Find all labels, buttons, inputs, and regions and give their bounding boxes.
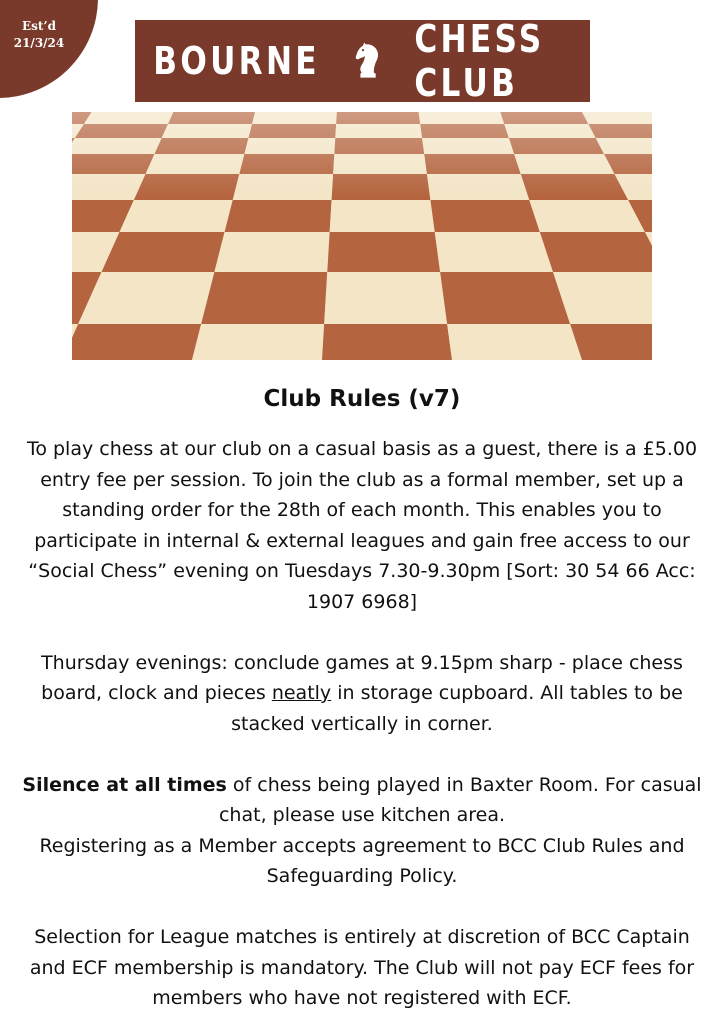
established-badge [0, 0, 98, 98]
chessboard-photo [72, 112, 652, 360]
silence-emphasis: Silence at all times [22, 773, 227, 796]
rules-paragraph-silence [20, 770, 704, 831]
thursday-text-start: Thursday evenings: conclude games at 9.15pm sharp - place chess board, clock and pieces [41, 651, 683, 704]
board-depth-fade [72, 112, 652, 360]
established-label: Est’d [21, 19, 56, 33]
club-logo-banner [135, 17, 590, 105]
rules-content [20, 382, 704, 1014]
rules-paragraph-membership: Registering as a Member accepts agreement to BCC Club Rules and Safeguarding Policy. [39, 834, 685, 887]
logo-word-right: CHESS CLUB [414, 17, 545, 105]
rules-paragraph-thursday [20, 648, 704, 740]
silence-text: of chess being played in Baxter Room. For casual chat, please use kitchen area. [218, 773, 702, 826]
thursday-text-underlined: neatly [271, 682, 332, 704]
logo-word-left: BOURNE [153, 39, 320, 83]
knight-icon [354, 31, 381, 91]
established-date: 21/3/24 [13, 36, 65, 50]
rules-paragraph-fees: To play chess at our club on a casual basis as a guest, there is a £5.00 entry fee per session. To join the club as a formal member, set up a standing order for the 28th of each month. This enables you to participate in internal & external leagues and gain free access to our “Social Chess” evening on Tuesdays 7.30-9.30pm [Sort: 30 54 66 Acc: 1907 6968] [26, 438, 698, 613]
thursday-text-end: in storage cupboard. All tables to be stacked vertically in corner. [231, 682, 683, 735]
rules-paragraph-selection: Selection for League matches is entirely at discretion of BCC Captain and ECF membership is mandatory. The Club will not pay ECF fees for members who have not registered with ECF. [29, 926, 695, 1009]
page-title: Club Rules (v7) [263, 386, 461, 412]
chessboard-image [72, 112, 652, 360]
